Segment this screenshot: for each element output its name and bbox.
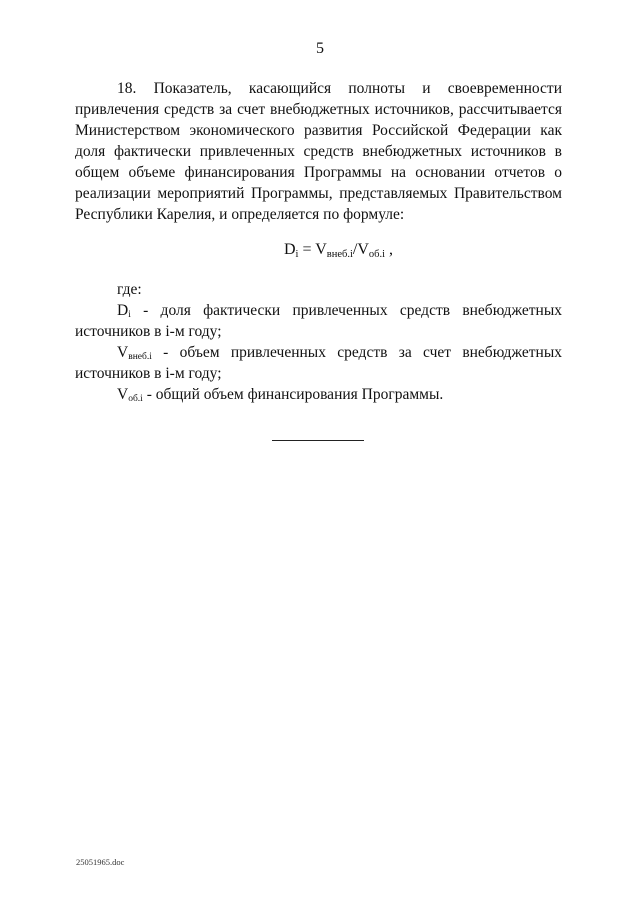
definition-text: - объем привлеченных средств за счет внебюджетных источников в i-м году; <box>75 344 562 382</box>
formula-denominator: V <box>357 241 369 258</box>
definition-text: - доля фактически привлеченных средств внебюджетных источников в i-м году; <box>75 302 562 340</box>
definition-item <box>75 384 562 405</box>
definition-symbol: V <box>117 386 129 403</box>
definition-symbol: D <box>117 302 129 319</box>
page-number: 5 <box>316 40 324 57</box>
end-divider <box>272 440 364 441</box>
definition-subscript: об.i <box>128 394 143 404</box>
formula-slash: / <box>352 241 358 258</box>
footer-filename: 25051965.doc <box>76 857 125 867</box>
formula-lhs: D <box>283 241 296 258</box>
formula-lhs-subscript: i <box>295 249 299 260</box>
definition-symbol: V <box>117 344 129 361</box>
formula-denominator-subscript: об.i <box>368 249 386 260</box>
document-body <box>75 78 562 405</box>
formula-numerator-subscript: внеб.i <box>326 249 353 260</box>
definition-text: - общий объем финансирования Программы. <box>142 386 444 403</box>
where-label: где: <box>117 281 142 298</box>
formula-tail: , <box>385 241 394 258</box>
formula-equals: = <box>298 241 316 258</box>
clause-18-paragraph: 18. Показатель, касающийся полноты и своевременности привлечения средств за счет внебюджетных источников, рассчитывается Министерством экономического развития Российской Федерации как доля фактически привлеченных средств внебюджетных источников в общем объеме финансирования Программы на основании отчетов о реализации мероприятий Программы, представляемых Правительством Республики Карелия, и определяется по формуле: <box>75 80 562 223</box>
definition-subscript: внеб.i <box>128 352 152 362</box>
definition-item <box>75 342 562 384</box>
formula <box>75 237 562 263</box>
formula-numerator: V <box>315 241 327 258</box>
definition-item <box>75 300 562 342</box>
definition-subscript: i <box>128 310 131 320</box>
